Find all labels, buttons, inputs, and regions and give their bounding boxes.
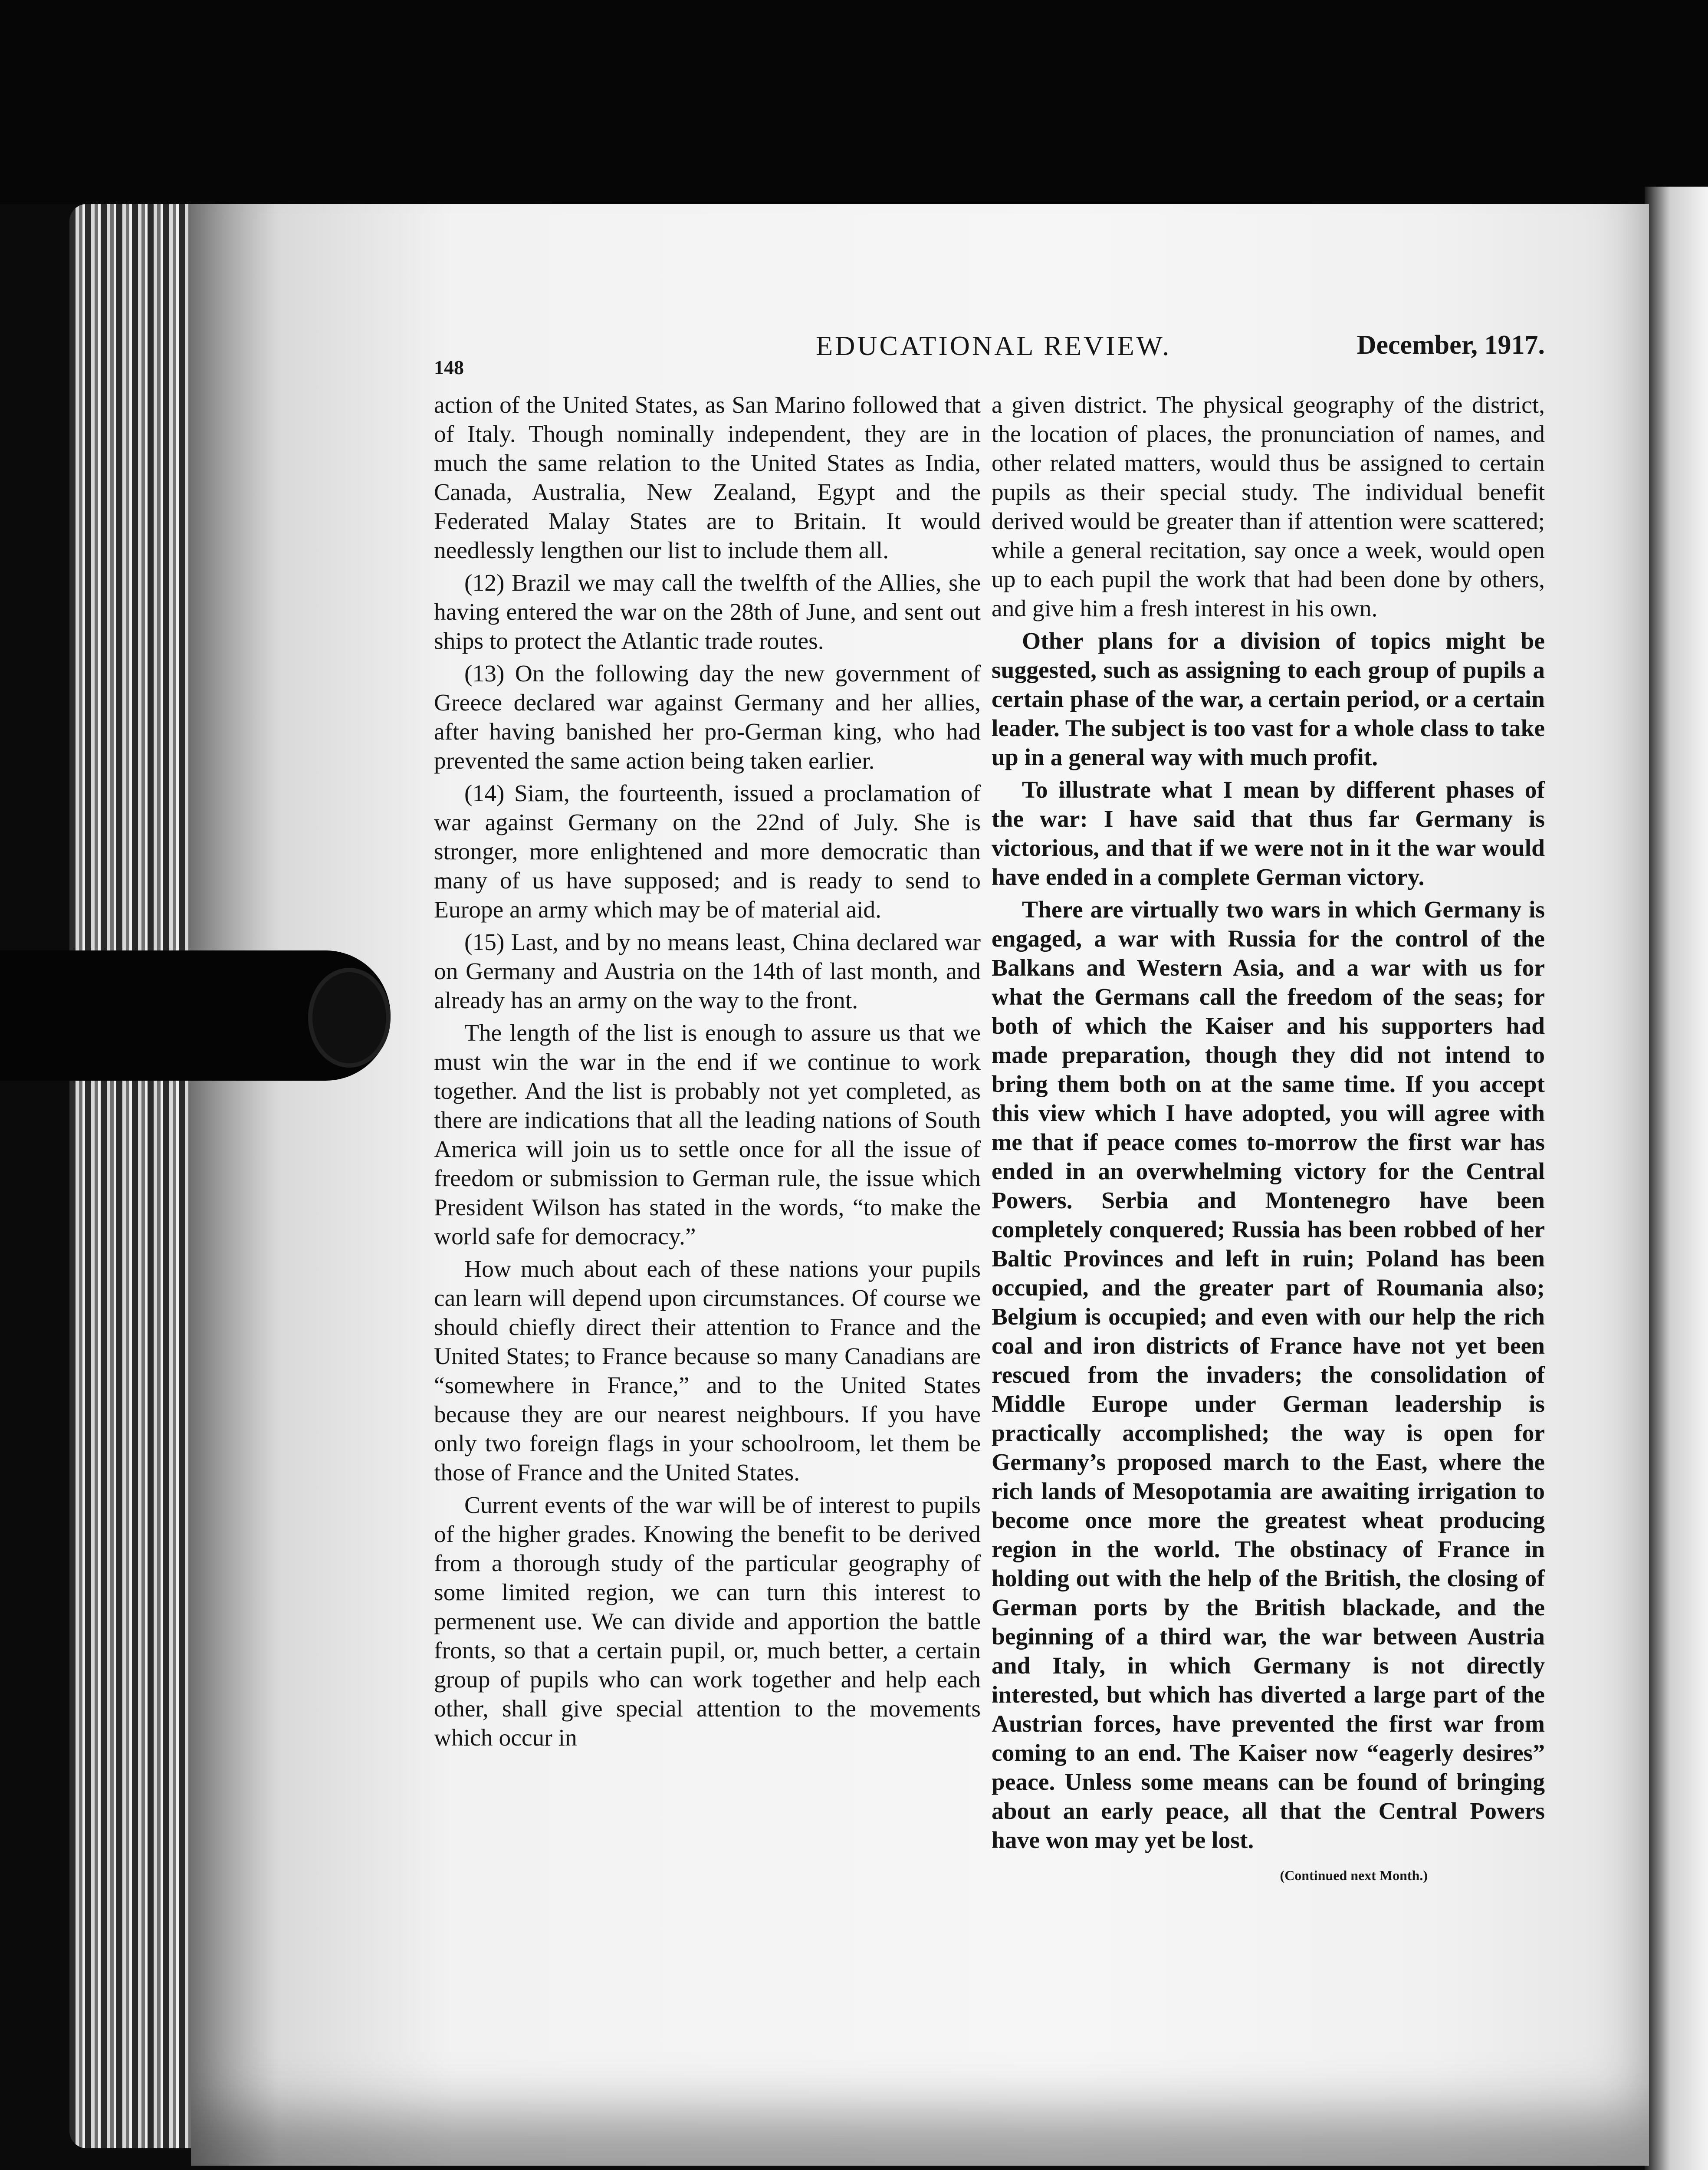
left-column [434, 391, 981, 1756]
journal-title: EDUCATIONAL REVIEW. [816, 330, 1172, 361]
paragraph: (14) Siam, the fourteenth, issued a proclamation of war against Germany on the 22nd of July. She is stronger, more enlightened and more democratic than many of us have supposed; and is ready to send to Europe an army which may be of material aid. [434, 780, 981, 923]
paragraph: (13) On the following day the new government of Greece declared war against Germany and her allies, after having banished her pro-German king, who had prevented the same action being taken earlier. [434, 661, 981, 774]
paragraph: How much about each of these nations your pupils can learn will depend upon circumstances. Of course we should chiefly direct their attention to France and the United States; to France because so many Canadians are “somewhere in France,” and to the United States because they are our nearest neighbours. If you have only two foreign flags in your schoolroom, let them be those of France and the United States. [434, 1256, 981, 1486]
running-head [434, 330, 1545, 382]
paragraph: a given district. The physical geography of the district, the location of places, the pronunciation of names, and other related matters, would thus be assigned to certain pupils as their special study. The individual benefit derived would be greater than if attention were scattered; while a general recitation, say once a week, would open up to each pupil the work that had been done by others, and give him a fresh interest in his own. [992, 392, 1545, 622]
right-column [992, 391, 1545, 1890]
paragraph: Current events of the war will be of interest to pupils of the higher grades. Knowing the benefit to be derived from a thorough study of the particular geography of some limited region, we can turn this interest to permenent use. We can divide and apportion the battle fronts, so that a certain pupil, or, much better, a certain group of pupils who can work together and help each other, shall give special attention to the movements which occur in [434, 1492, 981, 1751]
continued-note: (Continued next Month.) [1280, 1868, 1428, 1883]
paragraph: There are virtually two wars in which Germany is engaged, a war with Russia for the control of the Balkans and Western Asia, and a war with us for what the Germans call the freedom of the seas; for both of which the Kaiser and his supporters had made preparation, though they did not intend to bring them both on at the same time. If you accept this view which I have adopted, you will agree with me that if peace comes to-morrow the first war has ended in an overwhelming victory for the Central Powers. Serbia and Montenegro have been completely conquered; Russia has been robbed of her Baltic Provinces and left in ruin; Poland has been occupied, and the greater part of Roumania also; Belgium is occupied; and even with our help the rich coal and iron districts of France have not yet been rescued from the invaders; the consolidation of Middle Europe under German leadership is practically accomplished; the way is open for Germany’s proposed march to the East, where the rich lands of Mesopotamia are awaiting irrigation to become once more the greatest wheat producing region in the world. The obstinacy of France in holding out with the help of the British, the closing of German ports by the British blackade, and the beginning of a third war, the war between Austria and Italy, in which Germany is not directly interested, but which has diverted a large part of the Austrian forces, have prevented the first war from coming to an end. The Kaiser now “eagerly desires” peace. Unless some means can be found of bringing about an early peace, all that the Central Powers have won may yet be lost. [992, 897, 1545, 1854]
issue-date: December, 1917. [1357, 330, 1545, 360]
film-border-top [0, 0, 1708, 204]
paragraph: (12) Brazil we may call the twelfth of the Allies, she having entered the war on the 28th of June, and sent out ships to protect the Atlantic trade routes. [434, 570, 981, 654]
paragraph: The length of the list is enough to assure us that we must win the war in the end if we continue to work together. And the list is probably not yet completed, as there are indications that all the leading nations of South America will join us to settle once for all the issue of freedom or submission to German rule, the issue which President Wilson has stated in the words, “to make the world safe for democracy.” [434, 1020, 981, 1250]
thumb-tip [312, 972, 386, 1063]
facing-page-edge [1645, 187, 1708, 2170]
paragraph: To illustrate what I mean by different phases of the war: I have said that thus far Germany is victorious, and that if we were not in it the war would have ended in a complete German victory. [992, 777, 1545, 891]
page-number: 148 [434, 356, 464, 378]
paragraph: Other plans for a division of topics might be suggested, such as assigning to each group of pupils a certain phase of the war, a certain period, or a certain leader. The subject is too vast for a whole class to take up in a general way with much profit. [992, 628, 1545, 771]
paragraph: (15) Last, and by no means least, China declared war on Germany and Austria on the 14th of last month, and already has an army on the way to the front. [434, 929, 981, 1014]
paragraph: action of the United States, as San Marino followed that of Italy. Though nominally independent, they are in much the same relation to the United States as India, Canada, Australia, New Zealand, Egypt and the Federated Malay States are to Britain. It would needlessly lengthen our list to include them all. [434, 392, 981, 564]
